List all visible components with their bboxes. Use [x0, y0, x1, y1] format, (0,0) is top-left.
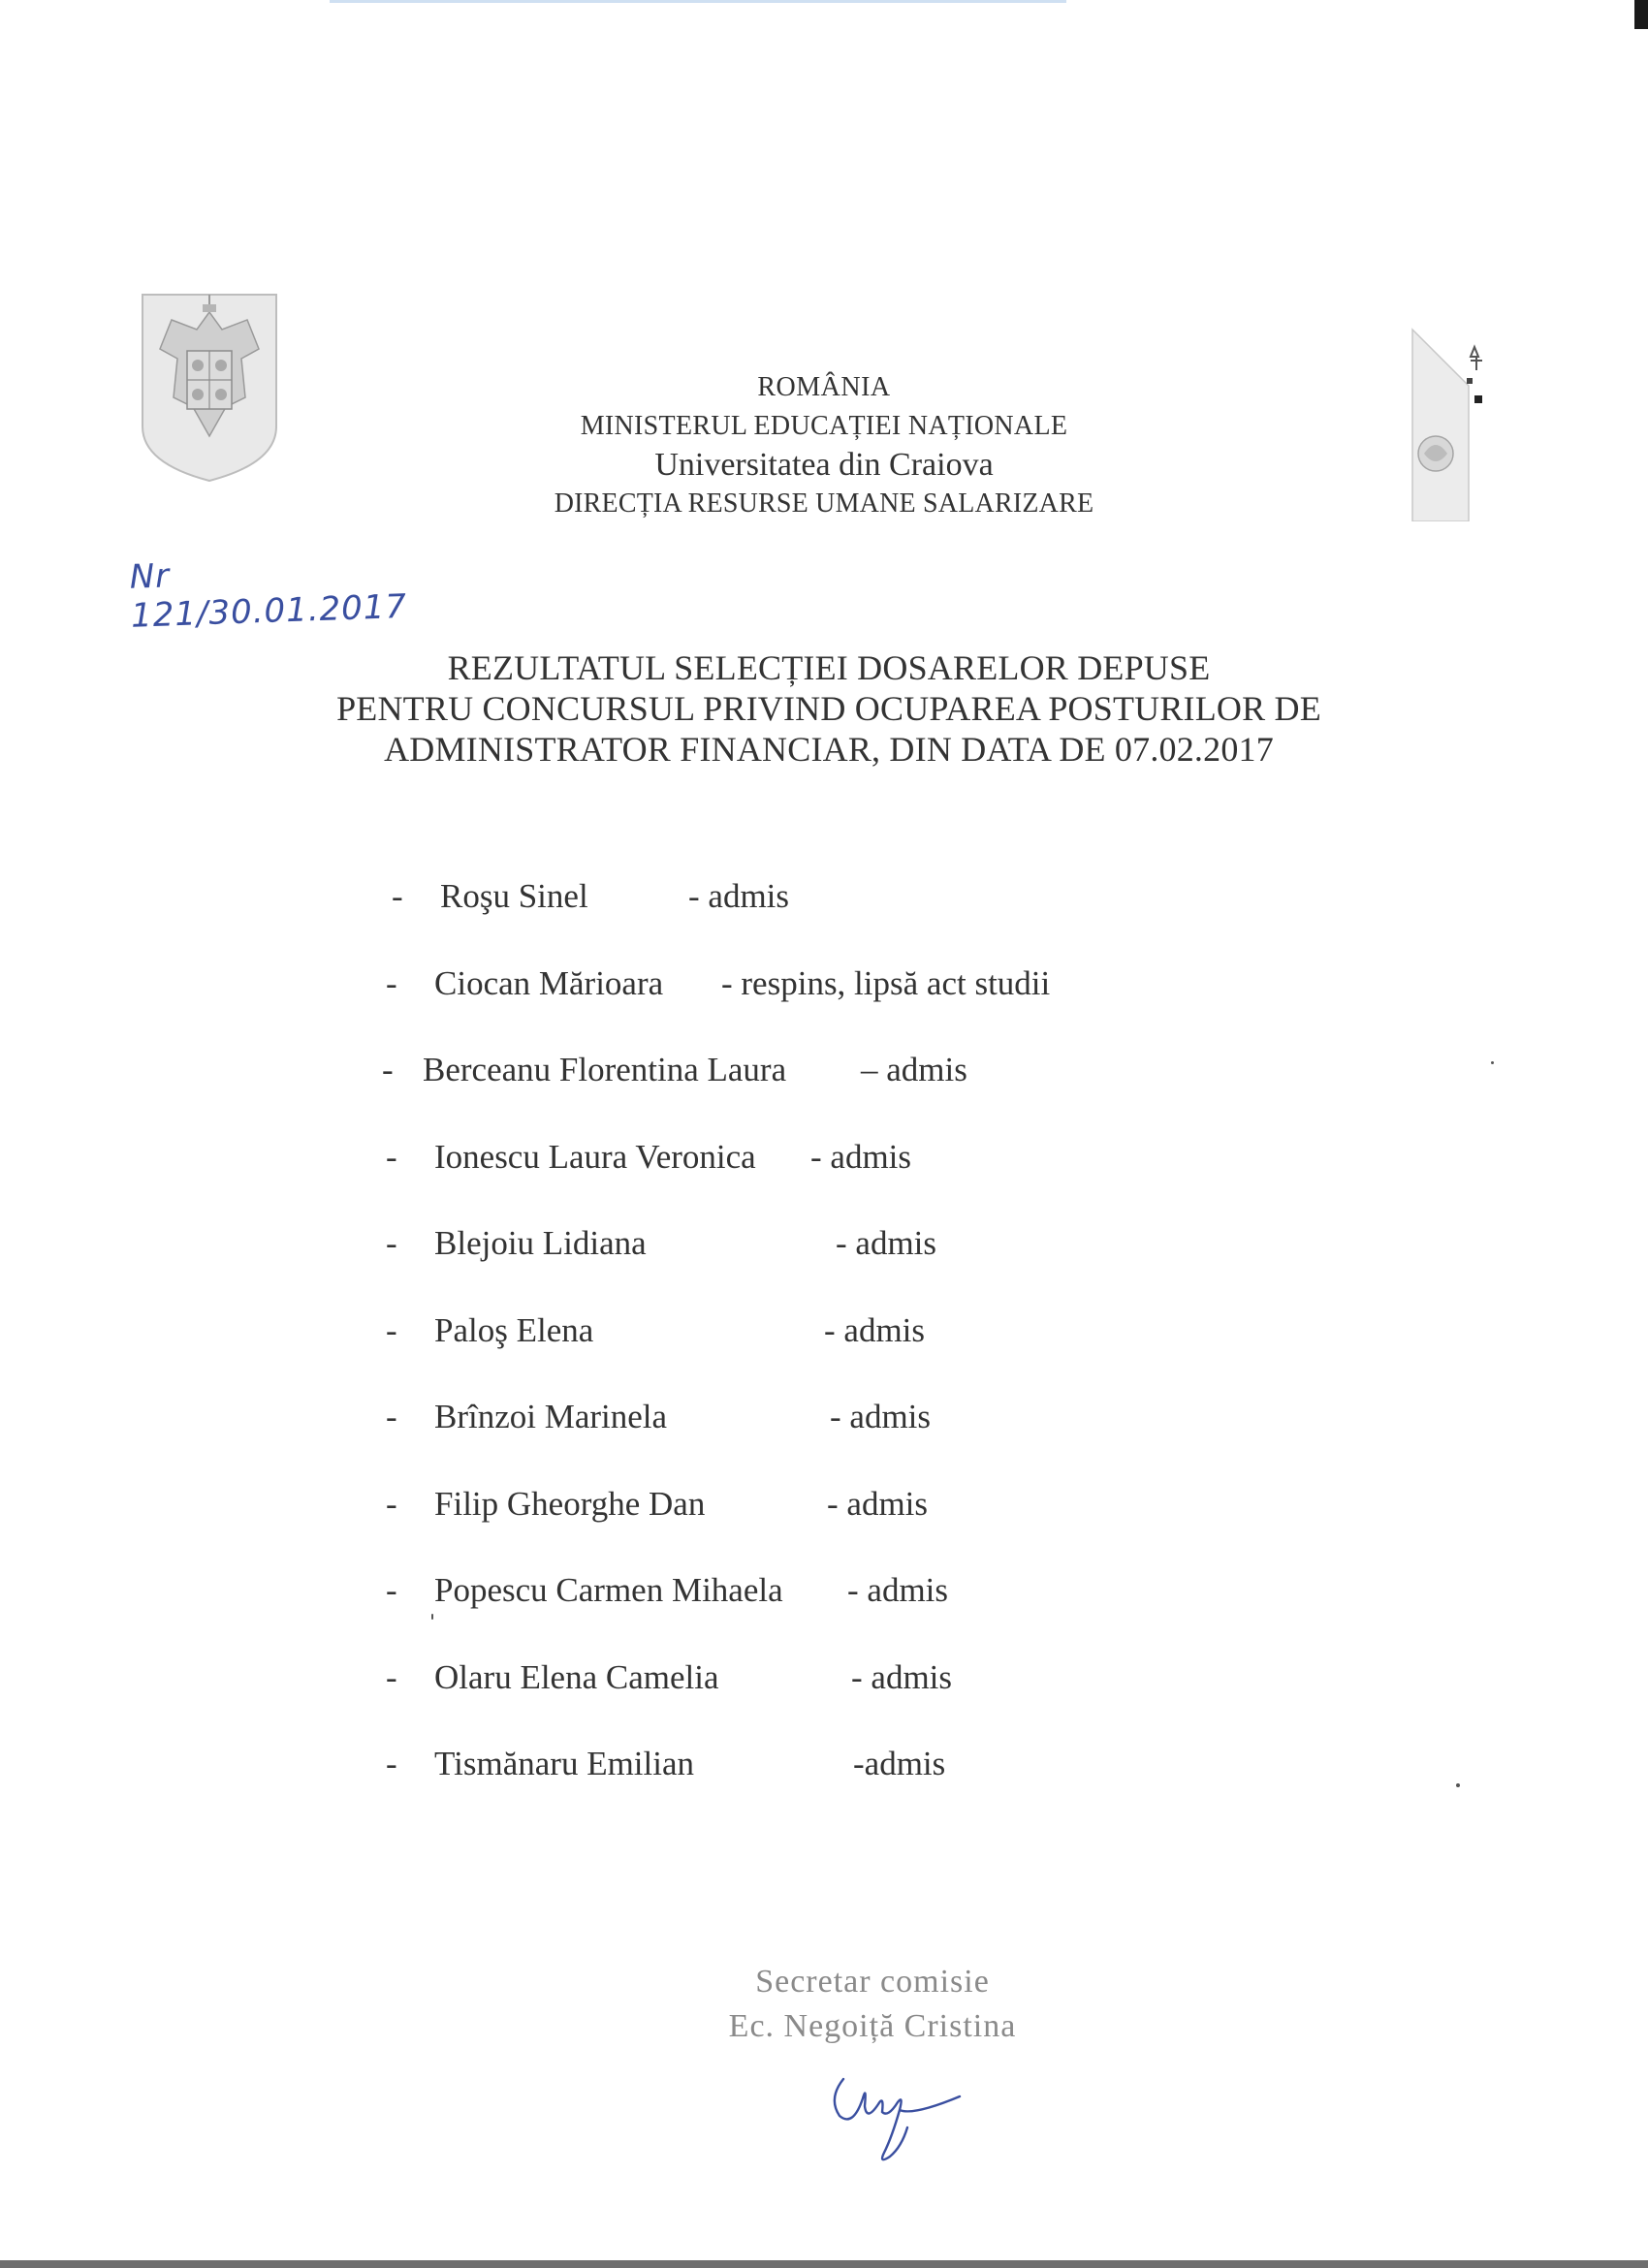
handwritten-signature-icon — [824, 2060, 969, 2166]
scan-speck — [431, 1614, 433, 1620]
candidate-status: - admis — [847, 1571, 949, 1609]
candidate-status: - admis — [824, 1310, 926, 1349]
document-header — [388, 368, 1260, 523]
list-item — [386, 1571, 1258, 1658]
document-title — [291, 647, 1367, 770]
candidate-name: Tismănaru Emilian — [434, 1745, 695, 1782]
candidate-name: Filip Gheorghe Dan — [434, 1484, 706, 1523]
list-bullet: - — [386, 1137, 397, 1176]
list-bullet: - — [386, 1398, 397, 1435]
candidate-status: - respins, lipsă act studii — [721, 963, 1051, 1002]
list-item — [386, 1224, 1258, 1311]
candidate-status: – admis — [861, 1051, 967, 1088]
candidate-status: - admis — [688, 877, 790, 915]
candidate-name: Brînzoi Marinela — [434, 1398, 668, 1435]
scan-top-line — [330, 0, 1066, 3]
header-country: ROMÂNIA — [757, 372, 891, 402]
candidate-status: - admis — [830, 1398, 932, 1435]
handwritten-registration-number: Nr 121/30.01.2017 — [129, 556, 408, 636]
list-item — [386, 1658, 1258, 1746]
candidate-status: - admis — [836, 1224, 937, 1262]
list-bullet: - — [386, 1484, 397, 1523]
scan-edge-right — [1634, 0, 1648, 29]
title-line-2: PENTRU CONCURSUL PRIVIND OCUPAREA POSTURILOR DE — [336, 689, 1321, 728]
list-bullet: - — [386, 963, 397, 1002]
list-bullet: - — [386, 1224, 397, 1262]
list-item — [386, 1311, 1258, 1399]
candidate-name: Ionescu Laura Veronica — [434, 1137, 756, 1176]
list-item — [386, 1138, 1258, 1225]
list-item — [386, 1398, 1258, 1485]
signatory-role: Secretar comisie — [755, 1964, 990, 2000]
signatory-name: Ec. Negoiță Cristina — [728, 2008, 1017, 2044]
candidate-name: Berceanu Florentina Laura — [423, 1051, 787, 1088]
candidate-status: - admis — [851, 1657, 953, 1696]
list-item — [386, 1745, 1258, 1832]
candidate-name: Popescu Carmen Mihaela — [434, 1571, 783, 1609]
candidate-status: - admis — [827, 1484, 929, 1523]
list-bullet: - — [386, 1571, 397, 1609]
candidate-name: Ciocan Mărioara — [434, 963, 664, 1002]
list-item — [386, 1485, 1258, 1572]
scan-speck — [1491, 1061, 1494, 1064]
candidate-name: Blejoiu Lidiana — [434, 1224, 647, 1262]
title-line-1: REZULTATUL SELECȚIEI DOSARELOR DEPUSE — [447, 648, 1211, 687]
list-item — [386, 964, 1258, 1052]
candidate-status: - admis — [810, 1137, 912, 1176]
candidate-name: Paloş Elena — [434, 1310, 594, 1349]
romania-coat-of-arms-icon — [139, 291, 280, 485]
header-university: Universitatea din Craiova — [654, 447, 994, 483]
list-bullet: - — [382, 1051, 394, 1088]
university-crest-icon — [1410, 328, 1488, 521]
candidate-name: Roşu Sinel — [440, 877, 588, 915]
list-bullet: - — [386, 1310, 397, 1349]
header-direction: DIRECȚIA RESURSE UMANE SALARIZARE — [554, 488, 1094, 519]
list-bullet: - — [392, 877, 403, 915]
list-item — [392, 877, 1258, 964]
title-line-3: ADMINISTRATOR FINANCIAR, DIN DATA DE 07.02.2017 — [384, 730, 1274, 769]
signature-block — [620, 1960, 1125, 2049]
scan-edge-bottom — [0, 2260, 1648, 2268]
candidate-list — [382, 877, 1258, 1832]
candidate-name: Olaru Elena Camelia — [434, 1657, 719, 1696]
list-item — [382, 1051, 1258, 1138]
scan-speck — [1456, 1783, 1460, 1787]
list-bullet: - — [386, 1745, 397, 1782]
header-ministry: MINISTERUL EDUCAȚIEI NAȚIONALE — [580, 411, 1068, 441]
candidate-status: -admis — [853, 1745, 946, 1782]
list-bullet: - — [386, 1657, 397, 1696]
